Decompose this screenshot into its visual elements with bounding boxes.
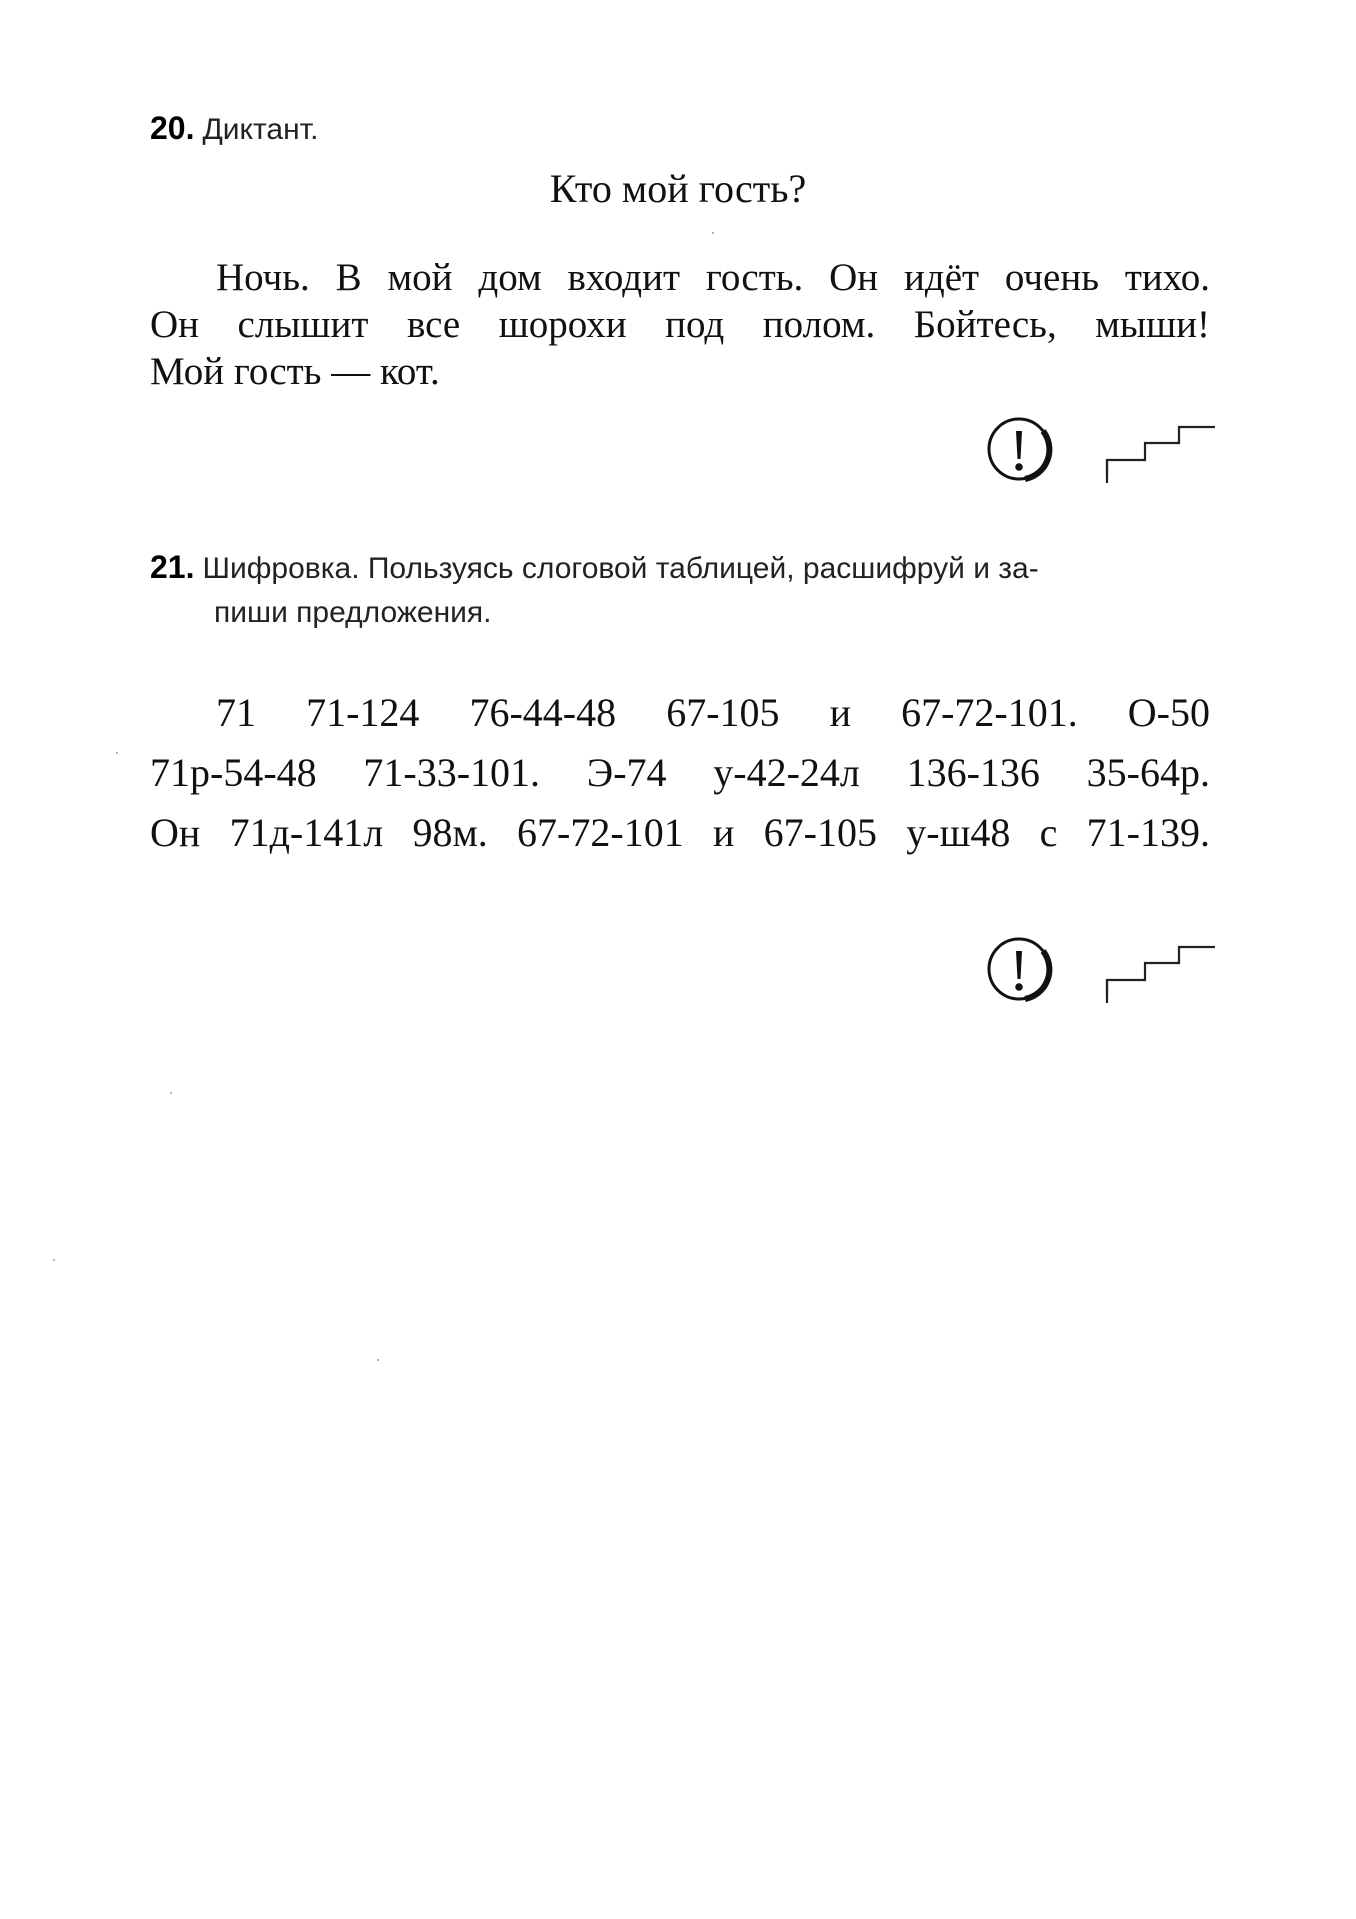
scan-speck [712,232,714,234]
task-20-number: 20. [150,110,195,146]
dictation-line: Мой гость — кот. [150,350,440,393]
task-20-heading [150,108,318,150]
scan-speck [116,752,118,754]
dictation-line: Он слышит все шорохи под полом. Бойтесь, мыши! [150,303,1210,346]
scan-speck [170,1092,172,1094]
scan-speck [377,1359,379,1361]
task-21-number: 21. [150,549,195,585]
dictation-title: Кто мой гость? [549,166,807,211]
cipher-line: 71 71-124 76-44-48 67-105 и 67-72-101. О-50 [216,690,1210,735]
task-21-heading [150,545,1210,635]
cipher-line: 71р-54-48 71-33-101. Э-74 у-42-24л 136-136 35-64р. [150,750,1210,795]
dictation-line: Ночь. В мой дом входит гость. Он идёт очень тихо. [216,256,1210,299]
task-21-icons [985,925,1245,1015]
task-20-title: Диктант. [202,113,319,146]
cipher-line: Он 71д-141л 98м. 67-72-101 и 67-105 у-ш48 с 71-139. [150,810,1210,855]
attention-icon [985,933,1057,1005]
task-21-instruction-line1: Шифровка. Пользуясь слоговой таблицей, расшифруй и за- [202,552,1039,585]
task-20-icons [985,405,1245,495]
stairs-icon [1105,405,1225,485]
attention-icon [985,413,1057,485]
stairs-icon [1105,925,1225,1005]
task-21-instruction-line2: пиши предложения. [214,596,492,629]
scan-speck [53,1259,55,1261]
